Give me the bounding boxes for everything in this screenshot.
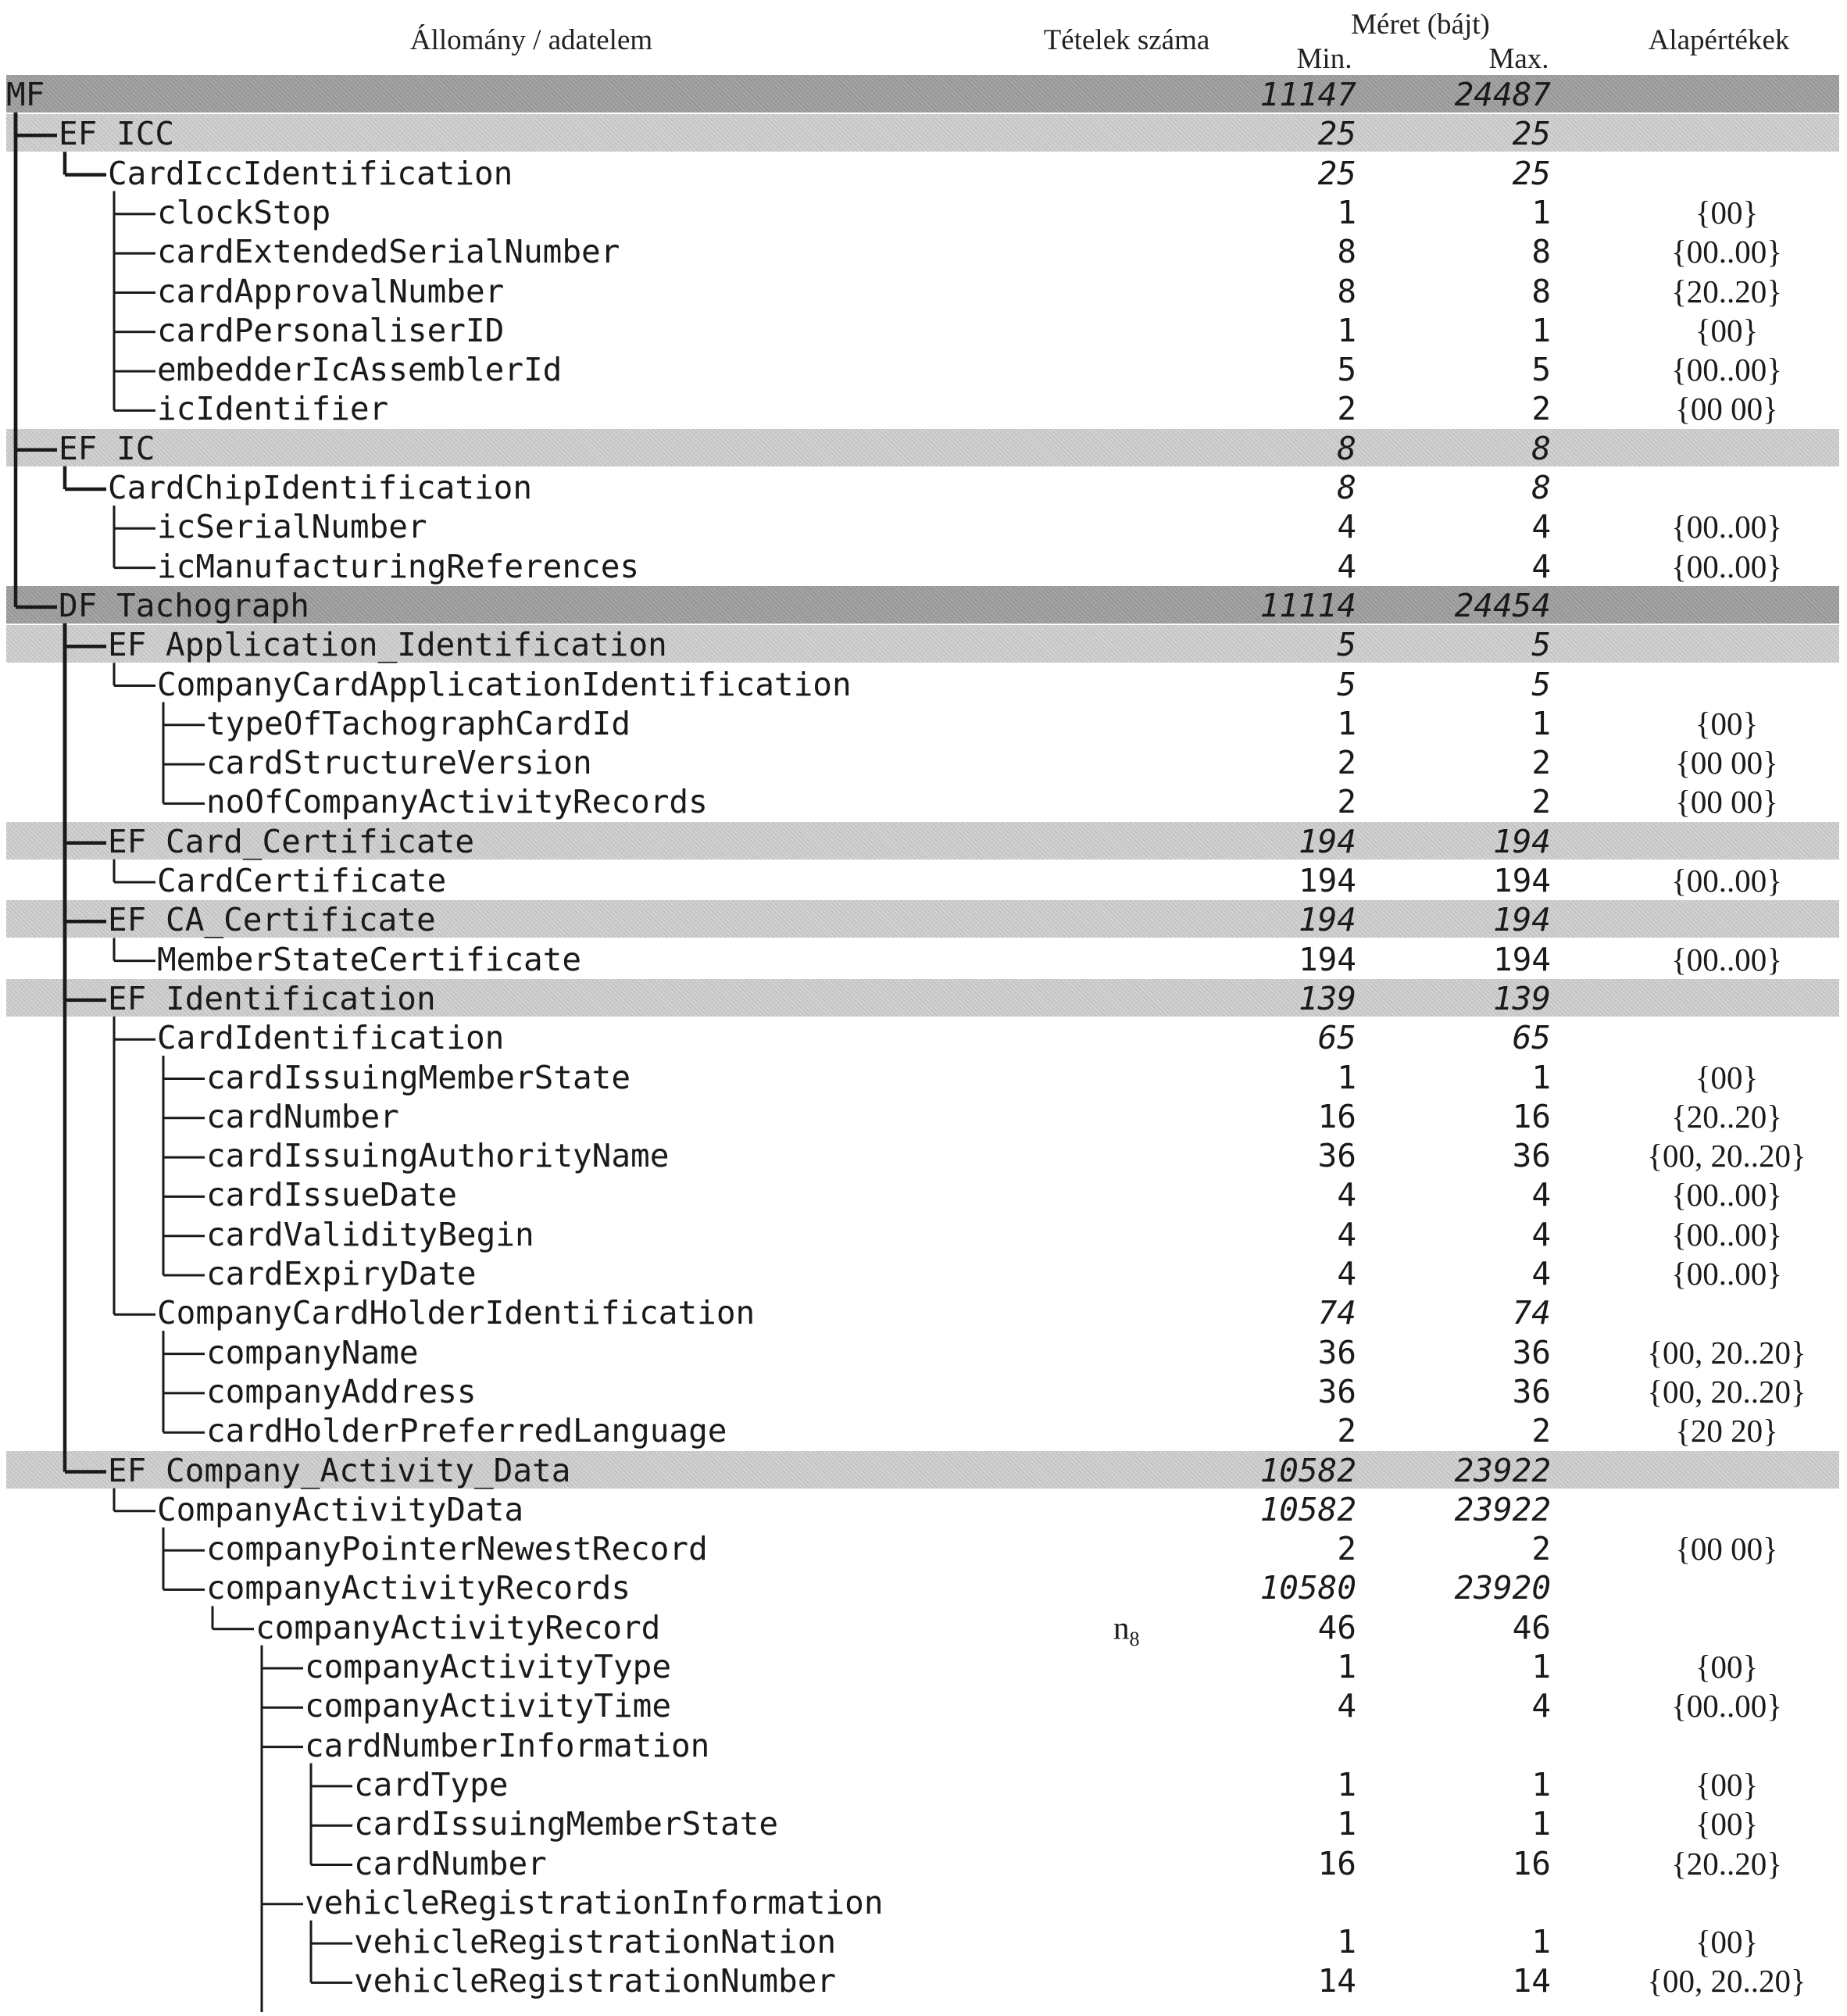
element-name: cardStructureVersion [206, 744, 592, 782]
element-name: MF [6, 76, 45, 113]
row-highlight [6, 75, 1839, 113]
default-value: {00..00} [1671, 863, 1782, 899]
default-value: {20..20} [1671, 1845, 1782, 1882]
max-size-value: 2 [1531, 744, 1551, 782]
max-size-value: 2 [1531, 390, 1551, 428]
element-name: cardNumber [354, 1844, 547, 1882]
default-value: {00} [1695, 312, 1759, 349]
default-value: {00..00} [1671, 1216, 1782, 1253]
min-size-value: 8 [1337, 429, 1356, 467]
min-size-value: 16 [1317, 1097, 1356, 1135]
max-size-value: 1 [1531, 1058, 1551, 1096]
max-size-value: 24487 [1454, 76, 1551, 113]
max-size-value: 2 [1531, 1412, 1551, 1450]
min-size-value: 139 [1298, 979, 1356, 1017]
min-size-value: 16 [1317, 1844, 1356, 1882]
element-name: EF Identification [108, 979, 436, 1017]
max-size-value: 5 [1531, 665, 1551, 703]
element-name: noOfCompanyActivityRecords [206, 783, 708, 821]
element-name: cardIssueDate [206, 1176, 457, 1214]
element-name: MemberStateCertificate [157, 940, 582, 978]
min-column-header: Min. [1296, 43, 1352, 75]
min-size-value: 5 [1337, 351, 1356, 389]
element-name: cardIssuingMemberState [206, 1058, 631, 1096]
max-size-value: 16 [1512, 1097, 1551, 1135]
max-size-value: 4 [1531, 1215, 1551, 1253]
min-size-value: 36 [1317, 1137, 1356, 1175]
max-size-value: 16 [1512, 1844, 1551, 1882]
max-size-value: 1 [1531, 704, 1551, 742]
element-name: CardChipIdentification [108, 469, 533, 506]
default-value: {00, 20..20} [1647, 1963, 1806, 2000]
element-name: vehicleRegistrationNation [354, 1923, 837, 1961]
min-size-value: 8 [1337, 272, 1356, 310]
element-name: typeOfTachographCardId [206, 704, 631, 742]
element-name: companyPointerNewestRecord [206, 1530, 708, 1568]
min-size-value: 2 [1337, 1530, 1356, 1568]
default-value: {00} [1695, 1649, 1759, 1685]
max-size-value: 4 [1531, 1255, 1551, 1292]
element-name: cardIssuingAuthorityName [206, 1137, 670, 1175]
element-name: cardValidityBegin [206, 1215, 534, 1253]
size-column-header: Méret (bájt) [1351, 9, 1490, 41]
default-value: {00..00} [1671, 1177, 1782, 1214]
max-size-value: 25 [1512, 115, 1551, 153]
count-column-header: Tételek száma [1043, 24, 1210, 56]
element-column-header: Állomány / adatelem [409, 24, 653, 56]
min-size-value: 194 [1298, 940, 1356, 978]
element-name: companyAddress [206, 1372, 477, 1410]
default-value: {00..00} [1671, 1688, 1782, 1725]
element-name: vehicleRegistrationInformation [305, 1883, 884, 1921]
default-value: {00} [1695, 194, 1759, 231]
element-name: EF Application_Identification [108, 626, 667, 664]
max-size-value: 1 [1531, 1923, 1551, 1961]
max-size-value: 8 [1531, 272, 1551, 310]
element-name: embedderIcAssemblerId [157, 351, 563, 389]
min-size-value: 4 [1337, 1255, 1356, 1292]
element-name: CardCertificate [157, 862, 447, 899]
min-size-value: 10582 [1259, 1451, 1356, 1489]
element-name: cardExpiryDate [206, 1255, 477, 1292]
default-value: {00 00} [1675, 391, 1778, 427]
element-name: cardPersonaliserID [157, 311, 505, 349]
min-size-value: 25 [1317, 115, 1356, 153]
element-name: icManufacturingReferences [157, 547, 640, 585]
element-name: CardIccIdentification [108, 154, 513, 192]
min-size-value: 1 [1337, 1765, 1356, 1803]
default-value: {20..20} [1671, 273, 1782, 309]
min-size-value: 1 [1337, 193, 1356, 231]
element-name: clockStop [157, 193, 331, 231]
item-count [1113, 1608, 1140, 1650]
max-size-value: 4 [1531, 1176, 1551, 1214]
max-size-value: 23922 [1454, 1451, 1551, 1489]
max-size-value: 14 [1512, 1962, 1551, 2000]
min-size-value: 65 [1317, 1019, 1356, 1057]
max-size-value: 4 [1531, 547, 1551, 585]
element-name: companyActivityRecord [255, 1608, 661, 1646]
default-value: {00..00} [1671, 548, 1782, 584]
max-size-value: 4 [1531, 1687, 1551, 1725]
max-size-value: 74 [1512, 1294, 1551, 1332]
min-size-value: 14 [1317, 1962, 1356, 2000]
min-size-value: 74 [1317, 1294, 1356, 1332]
default-value: {00, 20..20} [1647, 1334, 1806, 1371]
element-name: EF Company_Activity_Data [108, 1451, 571, 1489]
min-size-value: 1 [1337, 1923, 1356, 1961]
element-name: CompanyCardApplicationIdentification [157, 665, 852, 703]
default-value: {00 00} [1675, 745, 1778, 781]
item-count-subscript: 8 [1129, 1627, 1140, 1650]
element-name: icSerialNumber [157, 508, 427, 546]
row-highlight [6, 114, 1839, 152]
max-size-value: 4 [1531, 508, 1551, 546]
min-size-value: 1 [1337, 1805, 1356, 1843]
min-size-value: 194 [1298, 822, 1356, 860]
max-size-value: 1 [1531, 1805, 1551, 1843]
min-size-value: 10580 [1259, 1569, 1356, 1607]
max-size-value: 2 [1531, 783, 1551, 821]
max-size-value: 1 [1531, 1765, 1551, 1803]
max-size-value: 36 [1512, 1372, 1551, 1410]
max-size-value: 36 [1512, 1333, 1551, 1371]
element-name: companyActivityTime [305, 1687, 671, 1725]
min-size-value: 8 [1337, 469, 1356, 506]
min-size-value: 194 [1298, 901, 1356, 939]
element-name: cardType [354, 1765, 509, 1803]
default-value: {20..20} [1671, 1098, 1782, 1135]
default-value: {00, 20..20} [1647, 1373, 1806, 1410]
min-size-value: 36 [1317, 1333, 1356, 1371]
element-name: cardIssuingMemberState [354, 1805, 779, 1843]
element-name: CardIdentification [157, 1019, 505, 1057]
min-size-value: 25 [1317, 154, 1356, 192]
element-name: EF CA_Certificate [108, 901, 436, 939]
element-name: vehicleRegistrationNumber [354, 1962, 837, 2000]
max-size-value: 5 [1531, 351, 1551, 389]
element-name: cardNumberInformation [305, 1726, 710, 1764]
min-size-value: 1 [1337, 704, 1356, 742]
default-value: {00 00} [1675, 1531, 1778, 1567]
element-name: cardExtendedSerialNumber [157, 233, 620, 271]
item-count-symbol: n [1113, 1609, 1130, 1646]
min-size-value: 2 [1337, 783, 1356, 821]
max-size-value: 1 [1531, 1648, 1551, 1685]
defaults-column-header: Alapértékek [1648, 24, 1790, 56]
default-value: {00..00} [1671, 941, 1782, 978]
max-size-value: 1 [1531, 311, 1551, 349]
min-size-value: 1 [1337, 1648, 1356, 1685]
max-size-value: 24454 [1454, 586, 1551, 624]
element-name: companyActivityRecords [206, 1569, 631, 1607]
min-size-value: 4 [1337, 1687, 1356, 1725]
default-value: {00 00} [1675, 784, 1778, 820]
element-name: cardNumber [206, 1097, 399, 1135]
min-size-value: 10582 [1259, 1490, 1356, 1528]
min-size-value: 5 [1337, 665, 1356, 703]
min-size-value: 11147 [1259, 76, 1356, 113]
max-size-value: 139 [1492, 979, 1551, 1017]
min-size-value: 4 [1337, 547, 1356, 585]
min-size-value: 46 [1317, 1608, 1356, 1646]
element-name: cardHolderPreferredLanguage [206, 1412, 727, 1450]
min-size-value: 1 [1337, 311, 1356, 349]
element-name: DF Tachograph [59, 586, 309, 624]
default-value: {00..00} [1671, 509, 1782, 545]
element-name: EF Card_Certificate [108, 822, 474, 860]
min-size-value: 1 [1337, 1058, 1356, 1096]
max-size-value: 8 [1531, 469, 1551, 506]
max-size-value: 25 [1512, 154, 1551, 192]
default-value: {20 20} [1675, 1413, 1778, 1449]
min-size-value: 4 [1337, 508, 1356, 546]
row-highlight [6, 429, 1839, 466]
max-size-value: 23922 [1454, 1490, 1551, 1528]
element-name: icIdentifier [157, 390, 389, 428]
max-size-value: 23920 [1454, 1569, 1551, 1607]
element-name: CompanyCardHolderIdentification [157, 1294, 756, 1332]
default-value: {00..00} [1671, 352, 1782, 388]
min-size-value: 4 [1337, 1176, 1356, 1214]
default-value: {00} [1695, 1059, 1759, 1096]
max-size-value: 8 [1531, 429, 1551, 467]
element-name: cardApprovalNumber [157, 272, 505, 310]
min-size-value: 2 [1337, 744, 1356, 782]
default-value: {00, 20..20} [1647, 1138, 1806, 1174]
default-value: {00} [1695, 705, 1759, 742]
min-size-value: 4 [1337, 1215, 1356, 1253]
max-size-value: 1 [1531, 193, 1551, 231]
min-size-value: 11114 [1259, 586, 1356, 624]
default-value: {00} [1695, 1806, 1759, 1843]
max-size-value: 2 [1531, 1530, 1551, 1568]
default-value: {00} [1695, 1766, 1759, 1803]
default-value: {00} [1695, 1924, 1759, 1961]
max-size-value: 194 [1492, 901, 1551, 939]
max-size-value: 194 [1492, 862, 1551, 899]
min-size-value: 2 [1337, 1412, 1356, 1450]
max-size-value: 8 [1531, 233, 1551, 271]
max-size-value: 46 [1512, 1608, 1551, 1646]
element-name: companyActivityType [305, 1648, 671, 1685]
max-size-value: 5 [1531, 626, 1551, 664]
element-name: companyName [206, 1333, 419, 1371]
min-size-value: 8 [1337, 233, 1356, 271]
element-name: EF ICC [59, 115, 175, 153]
min-size-value: 194 [1298, 862, 1356, 899]
max-size-value: 194 [1492, 822, 1551, 860]
min-size-value: 36 [1317, 1372, 1356, 1410]
max-size-value: 65 [1512, 1019, 1551, 1057]
min-size-value: 2 [1337, 390, 1356, 428]
min-size-value: 5 [1337, 626, 1356, 664]
element-name: EF IC [59, 429, 155, 467]
max-column-header: Max. [1488, 43, 1549, 75]
default-value: {00..00} [1671, 1256, 1782, 1292]
max-size-value: 194 [1492, 940, 1551, 978]
default-value: {00..00} [1671, 234, 1782, 270]
element-name: CompanyActivityData [157, 1490, 523, 1528]
max-size-value: 36 [1512, 1137, 1551, 1175]
